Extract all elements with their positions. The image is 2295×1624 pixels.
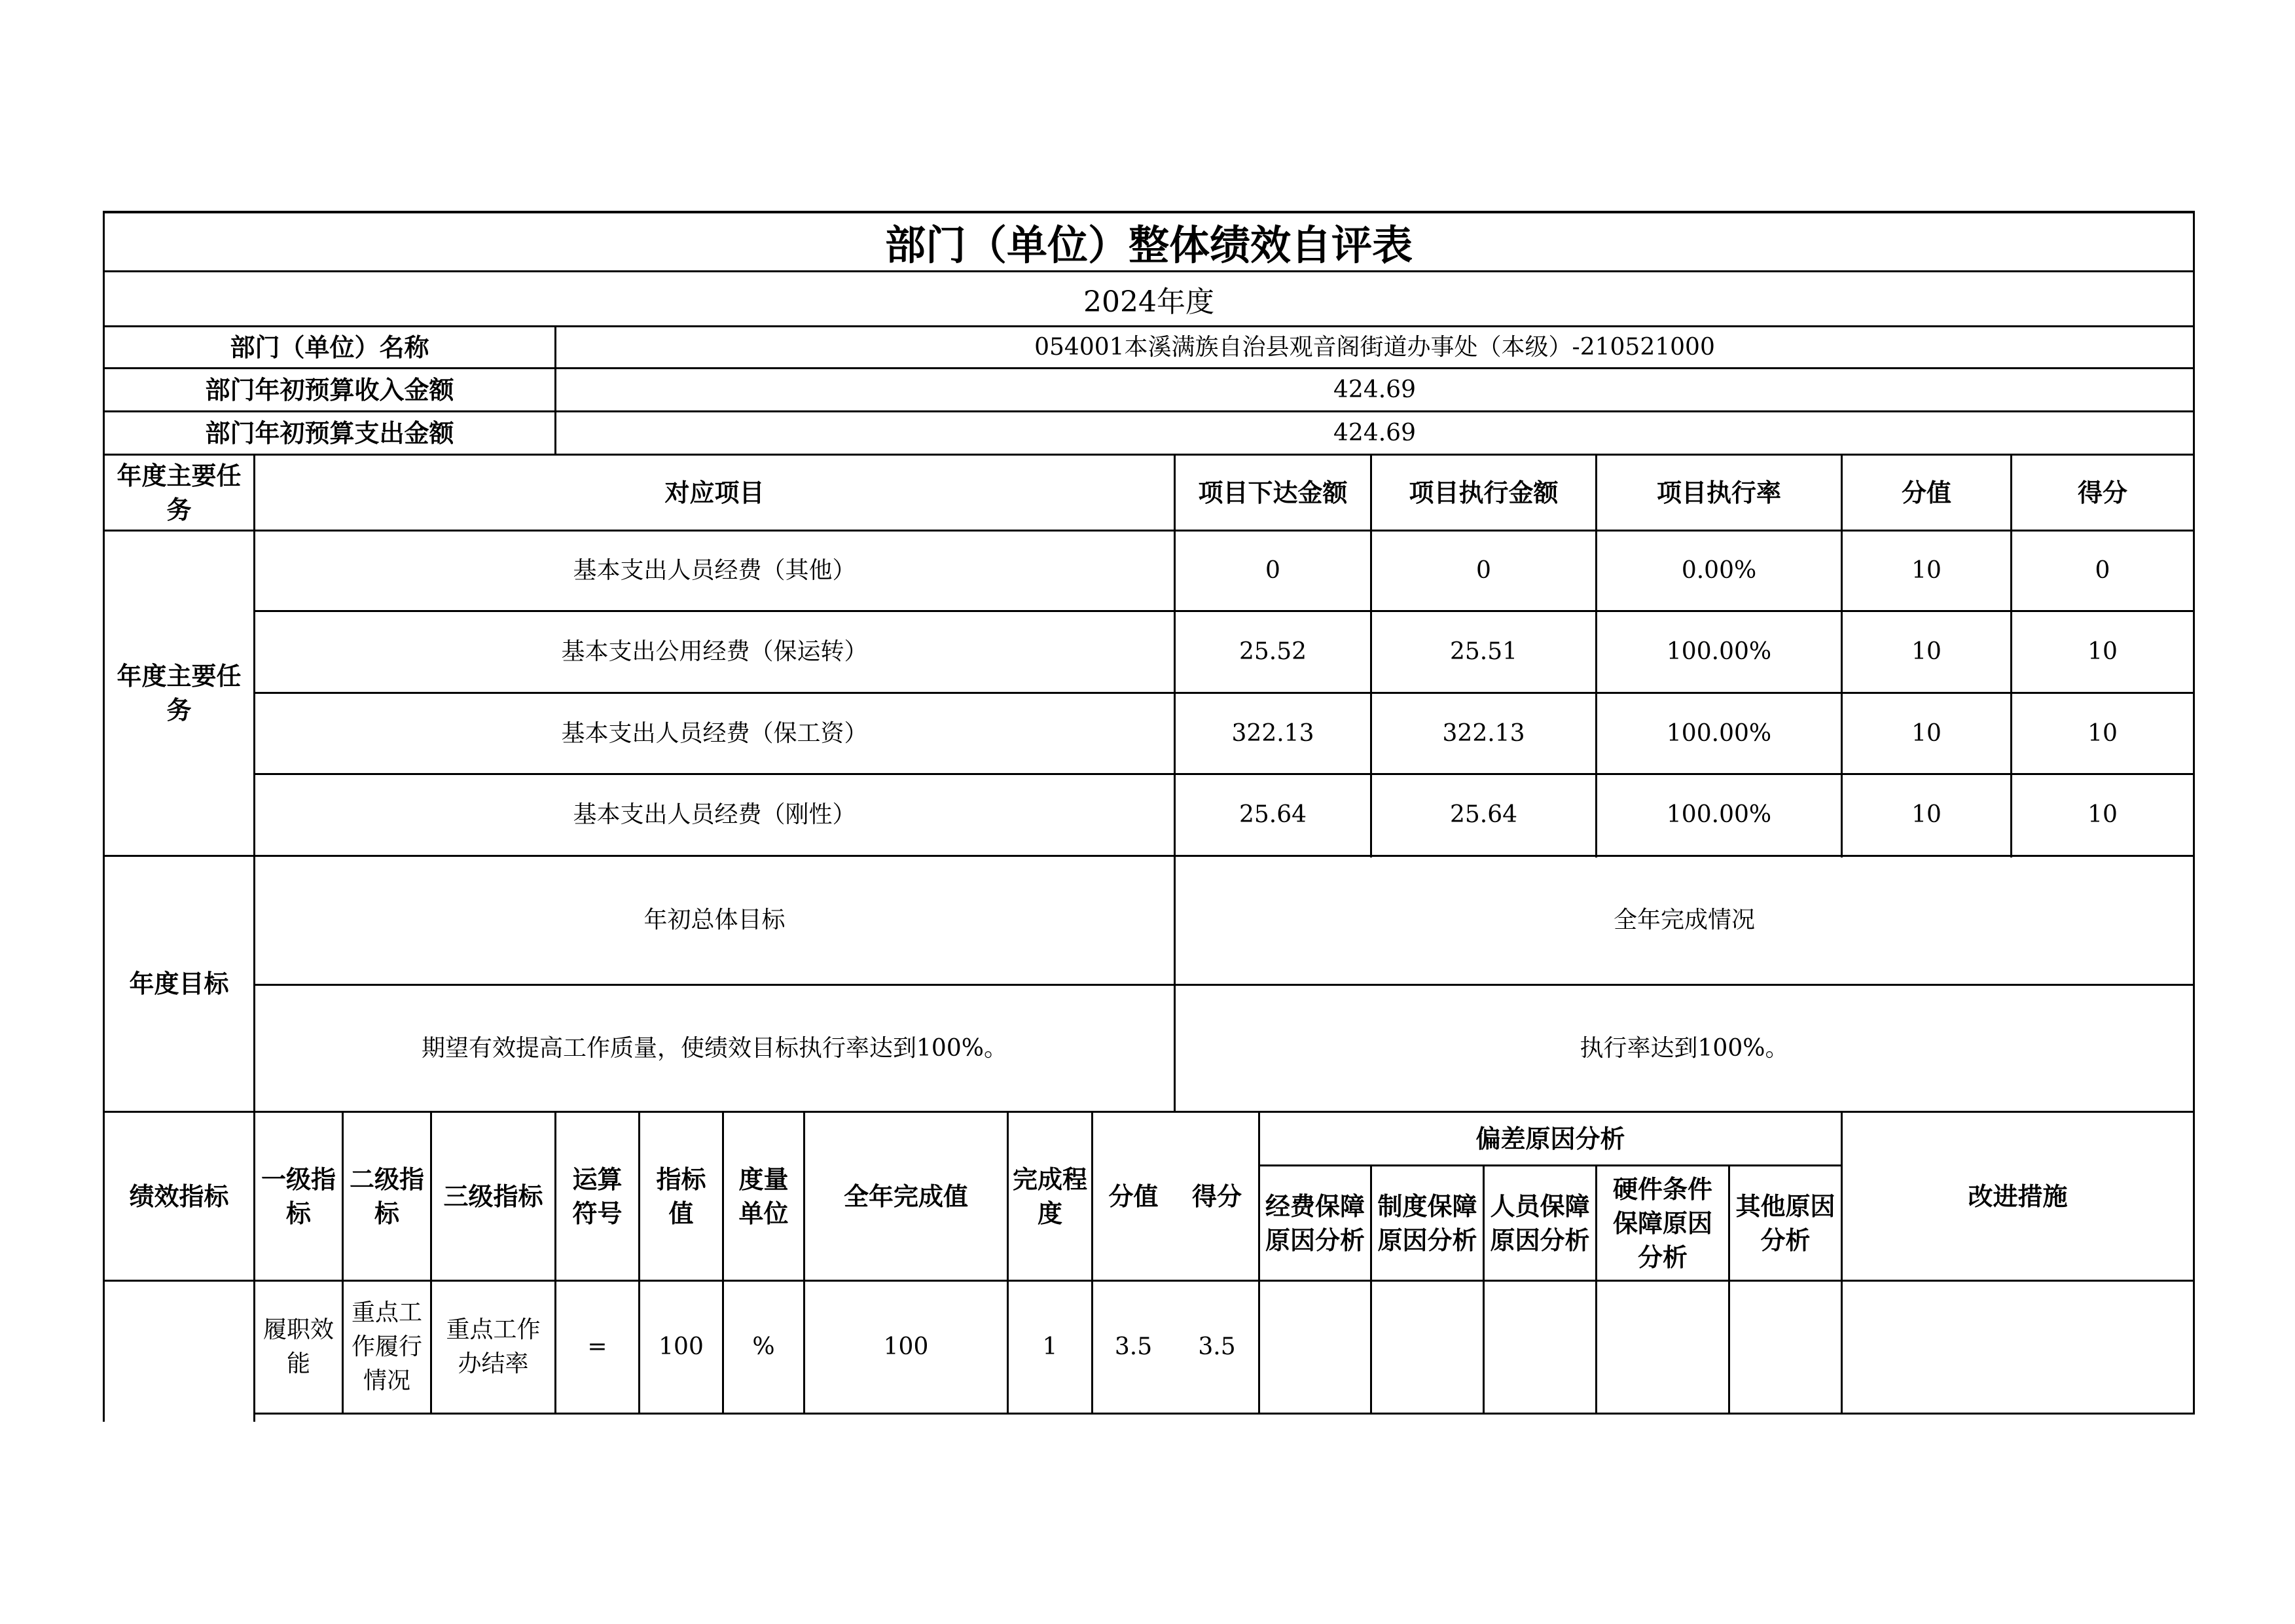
task-score: 10	[2087, 719, 2118, 747]
task-allocated: 25.52	[1238, 638, 1307, 665]
task-allocated: 0	[1265, 557, 1280, 584]
task-rate: 100.00%	[1666, 638, 1772, 665]
goals-label: 年度目标	[129, 969, 229, 998]
indicator-level1: 履职效能	[262, 1316, 334, 1377]
task-executed: 0	[1476, 557, 1491, 584]
task-points: 10	[1911, 638, 1942, 665]
task-project: 基本支出人员经费（其他）	[573, 557, 856, 584]
indicator-hardware	[1597, 1282, 1728, 1413]
header-value: 指标值	[656, 1164, 706, 1228]
task-project: 基本支出公用经费（保运转）	[561, 638, 868, 665]
page-title: 部门（单位）整体绩效自评表	[884, 221, 1413, 269]
income-label: 部门年初预算收入金额	[205, 375, 454, 405]
expense-label: 部门年初预算支出金额	[205, 418, 454, 448]
header-score: 得分	[1191, 1182, 1242, 1211]
expense-value: 424.69	[1333, 419, 1416, 446]
grid-line	[2193, 211, 2195, 1415]
header-personnel: 人员保障原因分析	[1490, 1191, 1590, 1255]
indicator-improve	[1843, 1282, 2193, 1413]
indicator-level2: 重点工作履行情况	[351, 1299, 422, 1394]
tasks-header-executed: 项目执行金额	[1409, 478, 1559, 507]
header-improve: 改进措施	[1968, 1182, 2068, 1211]
tasks-header-rate: 项目执行率	[1656, 478, 1781, 507]
task-points: 10	[1911, 557, 1942, 584]
indicator-system	[1372, 1282, 1483, 1413]
task-points: 10	[1911, 801, 1942, 828]
goals-initial-header: 年初总体目标	[643, 907, 786, 933]
tasks-header-task: 年度主要任务	[117, 461, 242, 524]
indicator-degree: 1	[1042, 1333, 1058, 1360]
header-degree: 完成程度	[1013, 1164, 1088, 1228]
fiscal-year: 2024年度	[1083, 285, 1214, 319]
task-rate: 100.00%	[1666, 719, 1772, 747]
header-level3: 三级指标	[443, 1182, 543, 1211]
header-level2: 二级指标	[349, 1164, 424, 1228]
goals-completion-header: 全年完成情况	[1613, 907, 1755, 933]
indicator-points: 3.5	[1114, 1333, 1153, 1360]
tasks-header-allocated: 项目下达金额	[1198, 478, 1348, 507]
goals-initial-text: 期望有效提高工作质量，使绩效目标执行率达到100%。	[422, 1034, 1007, 1062]
header-system: 制度保障原因分析	[1377, 1191, 1477, 1255]
indicator-actual: 100	[883, 1333, 929, 1360]
task-executed: 25.64	[1449, 801, 1518, 828]
indicator-unit: %	[752, 1333, 775, 1360]
task-allocated: 322.13	[1231, 719, 1314, 747]
indicator-funding	[1260, 1282, 1370, 1413]
tasks-header-points: 分值	[1901, 478, 1951, 507]
goals-completion-text: 执行率达到100%。	[1580, 1034, 1789, 1062]
dept-name-label: 部门（单位）名称	[230, 333, 429, 362]
income-value: 424.69	[1333, 376, 1416, 403]
dept-name-value: 054001本溪满族自治县观音阁街道办事处（本级）-210521000	[1034, 333, 1715, 361]
header-deviation: 偏差原因分析	[1475, 1124, 1625, 1153]
header-actual: 全年完成值	[843, 1182, 968, 1211]
task-score: 10	[2087, 638, 2118, 665]
indicator-score: 3.5	[1198, 1333, 1236, 1360]
tasks-header-score: 得分	[2077, 478, 2127, 507]
header-operator: 运算符号	[572, 1164, 623, 1228]
header-points: 分值	[1108, 1182, 1159, 1211]
tasks-group-label: 年度主要任务	[117, 662, 242, 725]
header-other: 其他原因分析	[1735, 1191, 1835, 1255]
task-points: 10	[1911, 719, 1942, 747]
task-project: 基本支出人员经费（刚性）	[573, 801, 856, 828]
grid-line	[253, 1413, 2194, 1415]
indicator-personnel	[1485, 1282, 1595, 1413]
task-allocated: 25.64	[1238, 801, 1307, 828]
header-hardware: 硬件条件保障原因分析	[1612, 1174, 1712, 1272]
task-executed: 322.13	[1442, 719, 1525, 747]
indicator-level3: 重点工作办结率	[446, 1316, 541, 1377]
header-level1: 一级指标	[261, 1164, 336, 1228]
header-funding: 经费保障原因分析	[1265, 1191, 1365, 1255]
task-rate: 0.00%	[1681, 557, 1757, 584]
indicators-label: 绩效指标	[129, 1182, 229, 1211]
task-executed: 25.51	[1449, 638, 1518, 665]
header-unit: 度量单位	[738, 1164, 789, 1228]
task-project: 基本支出人员经费（保工资）	[561, 719, 868, 747]
indicator-other	[1730, 1282, 1841, 1413]
tasks-header-project: 对应项目	[664, 478, 765, 507]
task-rate: 100.00%	[1666, 801, 1772, 828]
task-score: 0	[2095, 557, 2110, 584]
task-score: 10	[2087, 801, 2118, 828]
indicator-operator: =	[587, 1333, 607, 1360]
indicator-value: 100	[659, 1333, 704, 1360]
